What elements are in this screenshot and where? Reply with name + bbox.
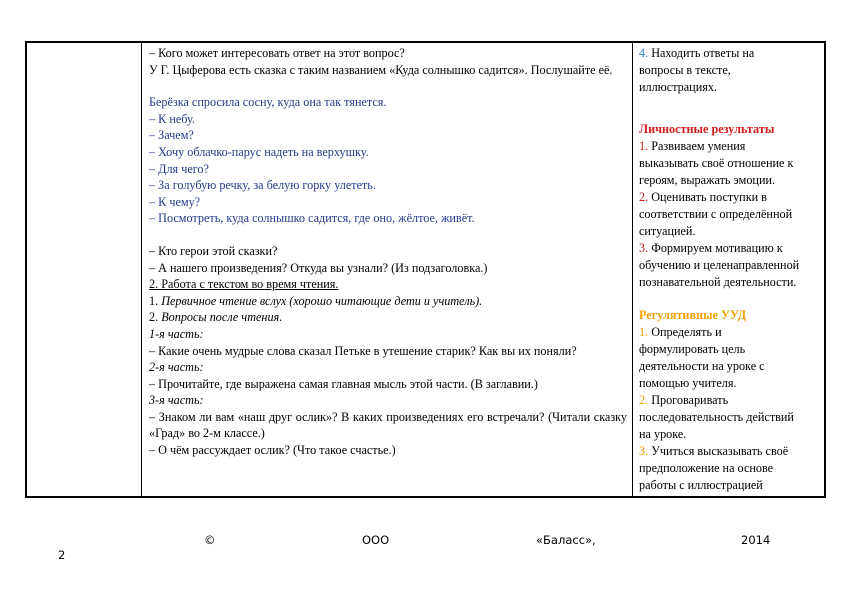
text-line: У Г. Цыферова есть сказка с таким названием «Куда солнышко садится». Послушайте её. bbox=[149, 62, 613, 77]
outcome-line: иллюстрациях. bbox=[639, 80, 717, 94]
poem-line: – Зачем? bbox=[149, 128, 194, 143]
question-line: – О чём рассуждает ослик? (Что такое счастье.) bbox=[149, 443, 396, 458]
poem-line: – К чему? bbox=[149, 194, 201, 209]
outcome-line: 4. Находить ответы на bbox=[639, 46, 755, 60]
step-line: 1. Первичное чтение вслух (хорошо читающие дети и учитель). bbox=[149, 293, 483, 308]
question-line: – Прочитайте, где выражена самая главная мысль этой части. (В заглавии.) bbox=[149, 376, 538, 391]
outcome-line: формулировать цель bbox=[639, 342, 746, 356]
lesson-content-column bbox=[149, 45, 627, 459]
outcome-line: 2. Проговаривать bbox=[639, 393, 729, 407]
part-label: 2-я часть: bbox=[149, 360, 204, 375]
footer-company-type: ООО bbox=[362, 533, 390, 547]
outcome-line: соответствии с определённой bbox=[639, 207, 793, 221]
outcome-line: обучению и целенаправленной bbox=[639, 258, 800, 272]
column-divider-1 bbox=[141, 43, 142, 496]
outcome-line: 1. Развиваем умения bbox=[639, 139, 746, 153]
regulatory-uud-heading: Регулятивные УУД bbox=[639, 308, 747, 322]
outcome-line: помощью учителя. bbox=[639, 376, 737, 390]
footer-year: 2014 bbox=[741, 533, 771, 547]
outcome-line: 2. Оценивать поступки в bbox=[639, 190, 767, 204]
outcome-line: последовательность действий bbox=[639, 410, 794, 424]
outcome-line: 1. Определять и bbox=[639, 325, 722, 339]
footer-company-name: «Баласс», bbox=[536, 533, 596, 547]
poem-line: – Для чего? bbox=[149, 161, 209, 176]
poem-line: – К небу. bbox=[149, 111, 195, 126]
outcome-line: героям, выражать эмоции. bbox=[639, 173, 776, 187]
outcome-line: ситуацией. bbox=[639, 224, 696, 238]
poem-line: – За голубую речку, за белую горку улететь. bbox=[149, 178, 376, 193]
footer-copyright: © bbox=[204, 533, 216, 547]
column-divider-2 bbox=[632, 43, 633, 496]
text-line: – Кого может интересовать ответ на этот вопрос? bbox=[149, 46, 405, 60]
question-line: – Знаком ли вам «наш друг ослик»? В каких произведениях его встречали? (Читали сказку «Град» во 2-м классе.) bbox=[149, 409, 627, 441]
outcome-line: познавательной деятельности. bbox=[639, 275, 797, 289]
poem-line: Берёзка спросила сосну, куда она так тянется. bbox=[149, 95, 387, 110]
question-line: – Кто герои этой сказки? bbox=[149, 243, 278, 258]
outcome-line: 3. Формируем мотивацию к bbox=[639, 241, 783, 255]
question-line: – А нашего произведения? Откуда вы узнали? (Из подзаголовка.) bbox=[149, 260, 488, 275]
poem-line: – Хочу облачко-парус надеть на верхушку. bbox=[149, 144, 369, 159]
outcome-line: предположение на основе bbox=[639, 461, 774, 475]
outcomes-column bbox=[639, 45, 825, 494]
step-line: 2. Вопросы после чтения. bbox=[149, 310, 283, 325]
question-line: – Какие очень мудрые слова сказал Петьке в утешение старик? Как вы их поняли? bbox=[149, 343, 577, 358]
page-number: 2 bbox=[58, 548, 66, 562]
poem-line: – Посмотреть, куда солнышко садится, где оно, жёлтое, живёт. bbox=[149, 211, 475, 226]
outcome-line: деятельности на уроке с bbox=[639, 359, 765, 373]
part-label: 1-я часть: bbox=[149, 326, 204, 341]
outcome-line: на уроке. bbox=[639, 427, 687, 441]
outcome-line: 3. Учиться высказывать своё bbox=[639, 444, 789, 458]
lesson-table bbox=[25, 41, 826, 498]
part-label: 3-я часть: bbox=[149, 393, 204, 408]
outcome-line: вопросы в тексте, bbox=[639, 63, 731, 77]
section-heading: 2. Работа с текстом во время чтения. bbox=[149, 277, 339, 292]
outcome-line: выказывать своё отношение к bbox=[639, 156, 794, 170]
personal-results-heading: Личностные результаты bbox=[639, 122, 775, 136]
outcome-line: работы с иллюстрацией bbox=[639, 478, 763, 492]
